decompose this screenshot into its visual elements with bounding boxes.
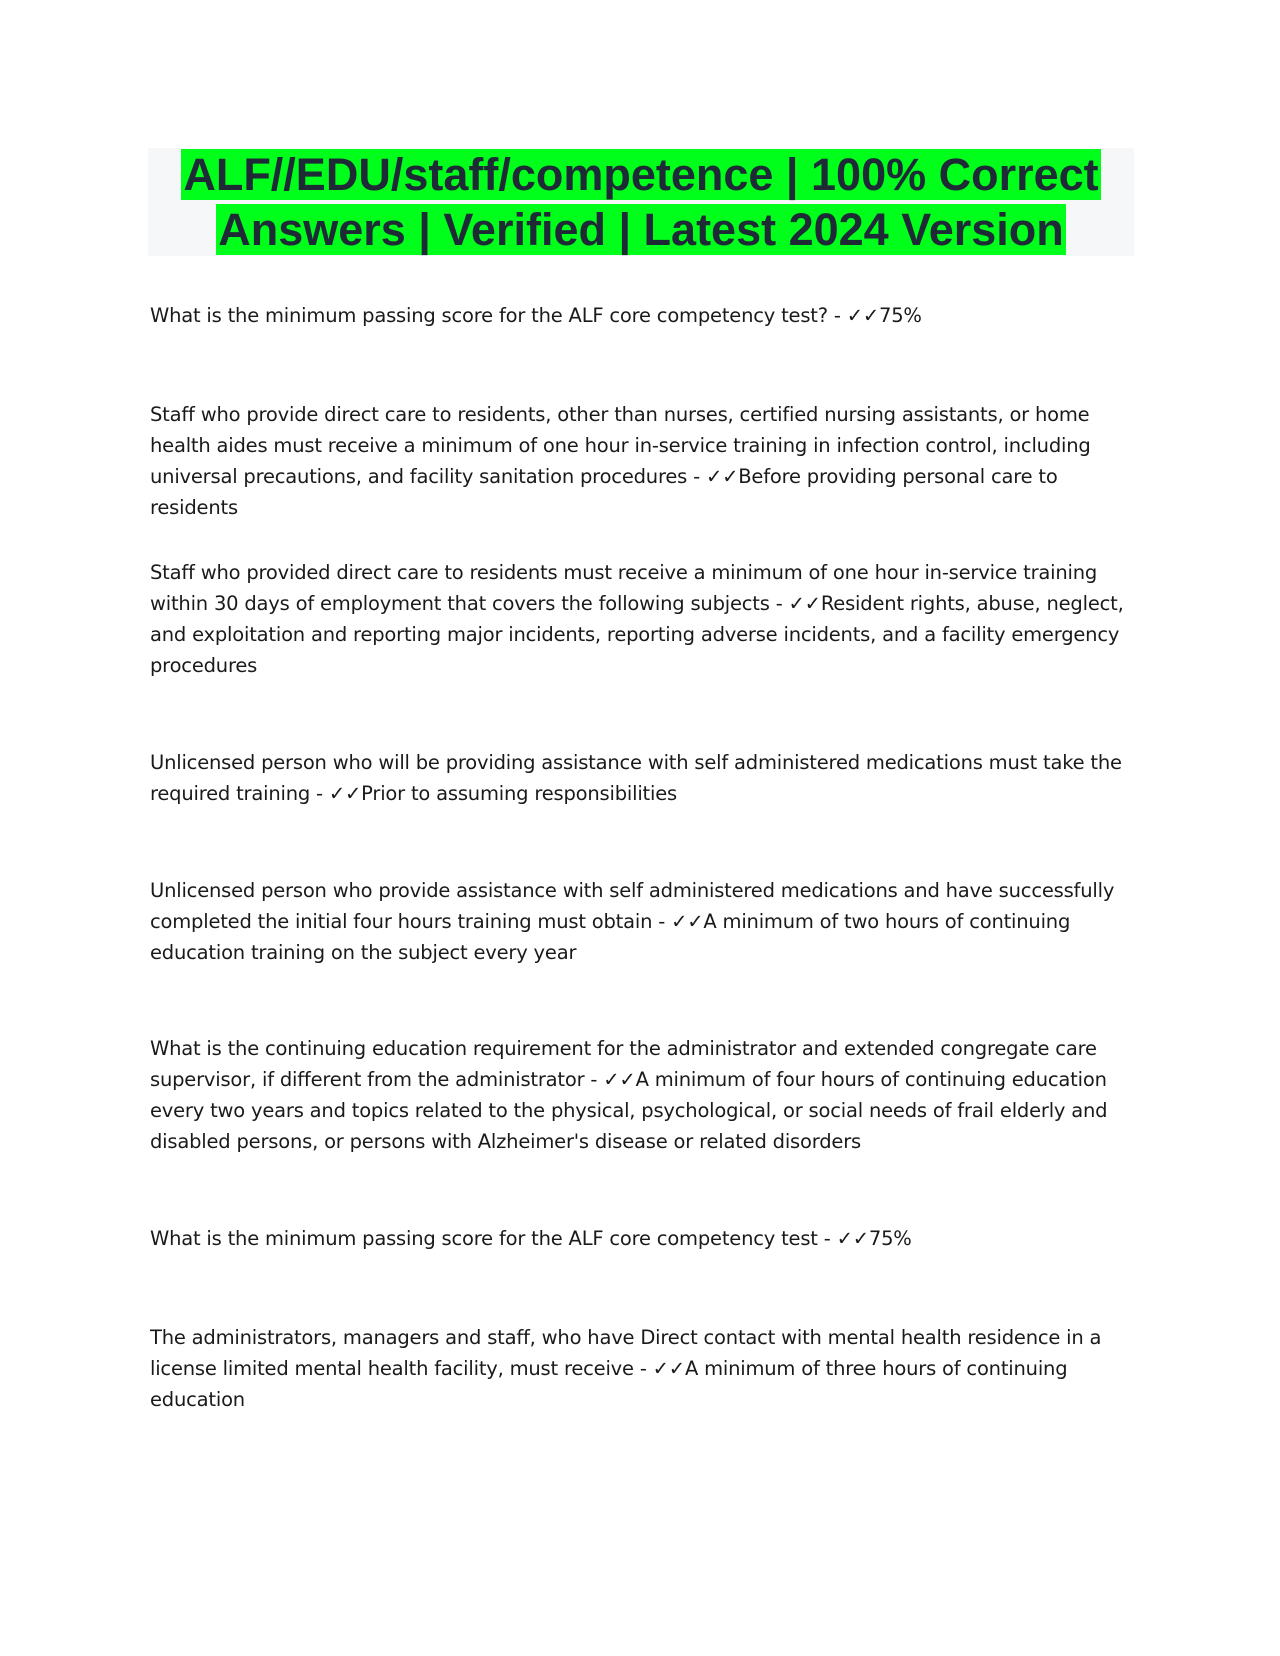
- question-text: Staff who provide direct care to residents, other than nurses, certified nursing assistants, or home health aides must receive a minimum of one hour in-service training in infection control, including universal precautions, and facility sanitation procedures: [150, 403, 1091, 488]
- qa-item-5: [150, 875, 1140, 968]
- separator: -: [769, 592, 789, 615]
- qa-item-3: [150, 557, 1140, 681]
- separator: -: [827, 304, 847, 327]
- title-highlight: ALF//EDU/staff/competence | 100% Correct Answers | Verified | Latest 2024 Version: [183, 149, 1099, 255]
- qa-item-4: [150, 747, 1140, 809]
- question-text: What is the minimum passing score for the ALF core competency test?: [150, 304, 828, 327]
- check-mark-icon: ✓✓: [788, 592, 821, 615]
- check-mark-icon: ✓✓: [846, 304, 880, 327]
- answer-text: A minimum of four hours of continuing education every two years and topics related to the physical, psychological, or social needs of frail elderly and disabled persons, or persons with Alzheimer's disease or related disorders: [150, 1068, 1108, 1153]
- question-text: What is the continuing education requirement for the administrator and extended congregate care supervisor, if different from the administrator: [150, 1037, 1097, 1091]
- title-banner: [148, 148, 1134, 256]
- qa-item-8: [150, 1322, 1140, 1415]
- question-text: Unlicensed person who will be providing assistance with self administered medications must take the required training: [150, 751, 1122, 805]
- answer-text: A minimum of two hours of continuing education training on the subject every year: [150, 910, 1071, 964]
- separator: -: [633, 1357, 653, 1380]
- separator: -: [687, 465, 706, 488]
- qa-item-1: [150, 300, 1140, 331]
- separator: -: [310, 782, 329, 805]
- check-mark-icon: ✓✓: [328, 782, 362, 805]
- separator: -: [817, 1227, 837, 1250]
- check-mark-icon: ✓✓: [836, 1227, 869, 1250]
- check-mark-icon: ✓✓: [671, 910, 704, 933]
- answer-text: Before providing personal care to residents: [150, 465, 1058, 519]
- answer-text: Resident rights, abuse, neglect, and exploitation and reporting major incidents, reporting adverse incidents, and a facility emergency procedures: [150, 592, 1124, 677]
- qa-item-2: [150, 399, 1140, 523]
- question-text: Staff who provided direct care to residents must receive a minimum of one hour in-service training within 30 days of employment that covers the following subjects: [150, 561, 1098, 615]
- check-mark-icon: ✓✓: [705, 465, 739, 488]
- question-text: Unlicensed person who provide assistance with self administered medications and have successfully completed the initial four hours training must obtain: [150, 879, 1115, 933]
- question-text: The administrators, managers and staff, who have Direct contact with mental health residence in a license limited mental health facility, must receive: [150, 1326, 1102, 1380]
- document-title: [148, 147, 1134, 257]
- qa-item-7: [150, 1223, 1140, 1254]
- answer-text: Prior to assuming responsibilities: [361, 782, 677, 805]
- check-mark-icon: ✓✓: [652, 1357, 685, 1380]
- question-text: What is the minimum passing score for the ALF core competency test: [150, 1227, 818, 1250]
- separator: -: [652, 910, 672, 933]
- qa-item-6: [150, 1033, 1140, 1157]
- check-mark-icon: ✓✓: [603, 1068, 636, 1091]
- answer-text: 75%: [868, 1227, 912, 1250]
- answer-text: A minimum of three hours of continuing education: [150, 1357, 1068, 1411]
- answer-text: 75%: [879, 304, 922, 327]
- separator: -: [584, 1068, 604, 1091]
